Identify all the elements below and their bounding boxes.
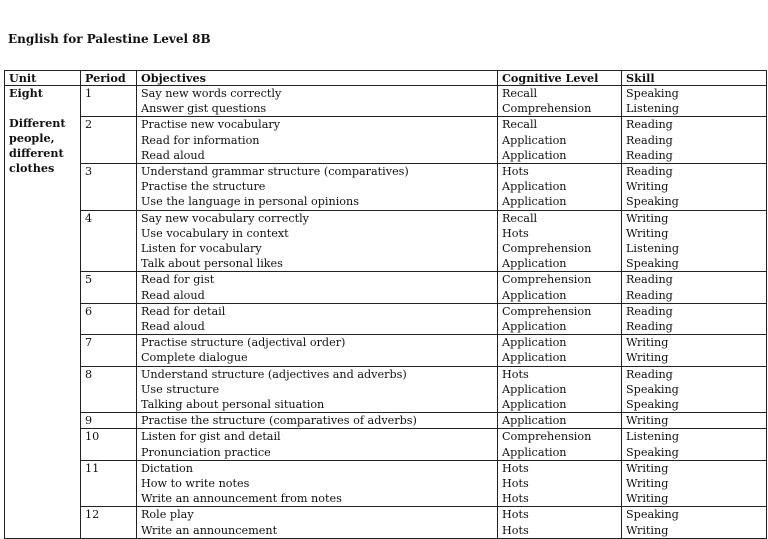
document-title: English for Palestine Level 8B <box>8 32 211 46</box>
objective-text: How to write notes <box>141 477 250 491</box>
skill-text: Reading <box>626 288 673 302</box>
cognitive-level-text: Application <box>502 398 567 412</box>
skill-cell <box>622 507 767 538</box>
objective-cell <box>137 507 498 538</box>
objective-text: Use vocabulary in context <box>141 226 289 240</box>
objective-text: Answer gist questions <box>141 102 267 116</box>
skill-text: Writing <box>626 211 669 225</box>
cognitive-level-text: Application <box>502 195 567 209</box>
cognitive-level-cell <box>498 210 622 272</box>
skill-text: Writing <box>626 180 669 194</box>
cognitive-level-text: Hots <box>502 226 529 240</box>
objective-text: Say new words correctly <box>141 87 282 100</box>
header-period: Period <box>81 71 137 86</box>
objective-text: Role play <box>141 508 194 522</box>
table-row <box>5 413 767 429</box>
skill-cell <box>622 335 767 366</box>
skill-cell <box>622 429 767 460</box>
skill-text: Speaking <box>626 382 679 396</box>
skill-cell <box>622 460 767 507</box>
skill-text: Writing <box>626 226 669 240</box>
skill-text: Reading <box>626 148 673 162</box>
objective-text: Read for information <box>141 133 260 147</box>
skill-text: Writing <box>626 477 669 491</box>
skill-cell <box>622 164 767 211</box>
table-row <box>5 366 767 413</box>
unit-name-line: Different <box>9 116 66 130</box>
objective-text: Understand structure (adjectives and adverbs) <box>141 367 407 381</box>
cognitive-level-text: Hots <box>502 477 529 491</box>
table-row <box>5 460 767 507</box>
skill-text: Reading <box>626 273 673 287</box>
lesson-plan-table <box>4 70 767 539</box>
objective-text: Use the language in personal opinions <box>141 195 359 209</box>
cognitive-level-text: Hots <box>502 367 529 381</box>
table-row <box>5 429 767 460</box>
objective-text: Practise structure (adjectival order) <box>141 336 346 350</box>
skill-text: Reading <box>626 320 673 334</box>
table-row <box>5 335 767 366</box>
skill-cell <box>622 210 767 272</box>
cognitive-level-cell <box>498 272 622 303</box>
cognitive-level-text: Hots <box>502 461 529 475</box>
objective-text: Complete dialogue <box>141 351 248 365</box>
table-row <box>5 507 767 538</box>
objective-text: Read for detail <box>141 304 226 318</box>
objective-text: Read aloud <box>141 320 205 334</box>
objective-text: Talk about personal likes <box>141 257 283 271</box>
header-unit: Unit <box>5 71 81 86</box>
objective-cell <box>137 164 498 211</box>
objective-text: Practise the structure <box>141 180 266 194</box>
objective-text: Practise the structure (comparatives of adverbs) <box>141 414 417 428</box>
cognitive-level-text: Recall <box>502 87 538 100</box>
cognitive-level-text: Comprehension <box>502 242 592 256</box>
objective-cell <box>137 460 498 507</box>
table-row <box>5 164 767 211</box>
skill-text: Reading <box>626 367 673 381</box>
period-cell: 12 <box>81 507 137 538</box>
unit-name-line: people, <box>9 131 55 145</box>
objective-cell <box>137 413 498 429</box>
objective-text: Read for gist <box>141 273 215 287</box>
cognitive-level-cell <box>498 86 622 117</box>
objective-text: Write an announcement from notes <box>141 492 342 506</box>
objective-text: Understand grammar structure (comparatives) <box>141 165 409 179</box>
skill-text: Listening <box>626 102 680 116</box>
objective-text: Talking about personal situation <box>141 398 325 412</box>
objective-text: Use structure <box>141 382 220 396</box>
objective-cell <box>137 117 498 164</box>
objective-cell <box>137 210 498 272</box>
cognitive-level-cell <box>498 429 622 460</box>
skill-cell <box>622 86 767 117</box>
skill-cell <box>622 117 767 164</box>
cognitive-level-text: Application <box>502 445 567 459</box>
objective-text: Dictation <box>141 461 193 475</box>
skill-cell <box>622 303 767 334</box>
cognitive-level-cell <box>498 303 622 334</box>
table-row <box>5 117 767 164</box>
cognitive-level-text: Recall <box>502 211 538 225</box>
cognitive-level-text: Hots <box>502 492 529 506</box>
skill-text: Speaking <box>626 195 679 209</box>
cognitive-level-text: Application <box>502 414 567 428</box>
objective-cell <box>137 335 498 366</box>
header-cognitive-level: Cognitive Level <box>498 71 622 86</box>
skill-text: Speaking <box>626 445 679 459</box>
cognitive-level-text: Application <box>502 351 567 365</box>
skill-cell <box>622 366 767 413</box>
skill-text: Writing <box>626 461 669 475</box>
skill-cell <box>622 413 767 429</box>
skill-text: Speaking <box>626 87 679 100</box>
cognitive-level-text: Application <box>502 148 567 162</box>
cognitive-level-text: Application <box>502 257 567 271</box>
table-body <box>5 86 767 539</box>
skill-text: Speaking <box>626 257 679 271</box>
cognitive-level-text: Application <box>502 133 567 147</box>
cognitive-level-text: Hots <box>502 165 529 179</box>
skill-text: Writing <box>626 336 669 350</box>
cognitive-level-cell <box>498 507 622 538</box>
skill-text: Reading <box>626 133 673 147</box>
unit-name-line: different <box>9 146 64 160</box>
cognitive-level-text: Application <box>502 382 567 396</box>
skill-text: Writing <box>626 523 669 537</box>
period-cell: 10 <box>81 429 137 460</box>
cognitive-level-text: Application <box>502 336 567 350</box>
period-cell: 11 <box>81 460 137 507</box>
skill-text: Writing <box>626 492 669 506</box>
skill-text: Listening <box>626 430 680 444</box>
cognitive-level-cell <box>498 366 622 413</box>
skill-text: Speaking <box>626 398 679 412</box>
objective-cell <box>137 272 498 303</box>
header-skill: Skill <box>622 71 767 86</box>
objective-text: Listen for gist and detail <box>141 430 281 444</box>
period-cell: 5 <box>81 272 137 303</box>
table-row <box>5 272 767 303</box>
skill-text: Speaking <box>626 508 679 522</box>
unit-name-line: clothes <box>9 161 55 175</box>
table-row <box>5 86 767 117</box>
table-header-row <box>5 71 767 86</box>
objective-text: Read aloud <box>141 288 205 302</box>
skill-text: Listening <box>626 242 680 256</box>
objective-text: Listen for vocabulary <box>141 242 262 256</box>
table-row <box>5 210 767 272</box>
skill-text: Writing <box>626 414 669 428</box>
objective-cell <box>137 86 498 117</box>
objective-text: Say new vocabulary correctly <box>141 211 309 225</box>
cognitive-level-text: Comprehension <box>502 430 592 444</box>
cognitive-level-text: Hots <box>502 508 529 522</box>
objective-cell <box>137 303 498 334</box>
period-cell: 4 <box>81 210 137 272</box>
unit-number: Eight <box>9 86 43 100</box>
cognitive-level-text: Recall <box>502 118 538 132</box>
objective-cell <box>137 429 498 460</box>
objective-text: Write an announcement <box>141 523 278 537</box>
period-cell: 9 <box>81 413 137 429</box>
cognitive-level-cell <box>498 117 622 164</box>
skill-text: Reading <box>626 304 673 318</box>
cognitive-level-text: Application <box>502 180 567 194</box>
table-row <box>5 303 767 334</box>
period-cell: 6 <box>81 303 137 334</box>
header-objectives: Objectives <box>137 71 498 86</box>
unit-cell <box>5 86 81 539</box>
skill-text: Writing <box>626 351 669 365</box>
cognitive-level-text: Application <box>502 288 567 302</box>
cognitive-level-cell <box>498 164 622 211</box>
skill-text: Reading <box>626 165 673 179</box>
skill-text: Reading <box>626 118 673 132</box>
period-cell: 1 <box>81 86 137 117</box>
objective-text: Practise new vocabulary <box>141 118 281 132</box>
cognitive-level-cell <box>498 460 622 507</box>
period-cell: 8 <box>81 366 137 413</box>
period-cell: 7 <box>81 335 137 366</box>
cognitive-level-cell <box>498 335 622 366</box>
objective-text: Read aloud <box>141 148 205 162</box>
period-cell: 2 <box>81 117 137 164</box>
cognitive-level-text: Comprehension <box>502 273 592 287</box>
period-cell: 3 <box>81 164 137 211</box>
cognitive-level-text: Comprehension <box>502 304 592 318</box>
cognitive-level-text: Hots <box>502 523 529 537</box>
cognitive-level-text: Comprehension <box>502 102 592 116</box>
objective-text: Pronunciation practice <box>141 445 271 459</box>
cognitive-level-text: Application <box>502 320 567 334</box>
skill-cell <box>622 272 767 303</box>
cognitive-level-cell <box>498 413 622 429</box>
objective-cell <box>137 366 498 413</box>
